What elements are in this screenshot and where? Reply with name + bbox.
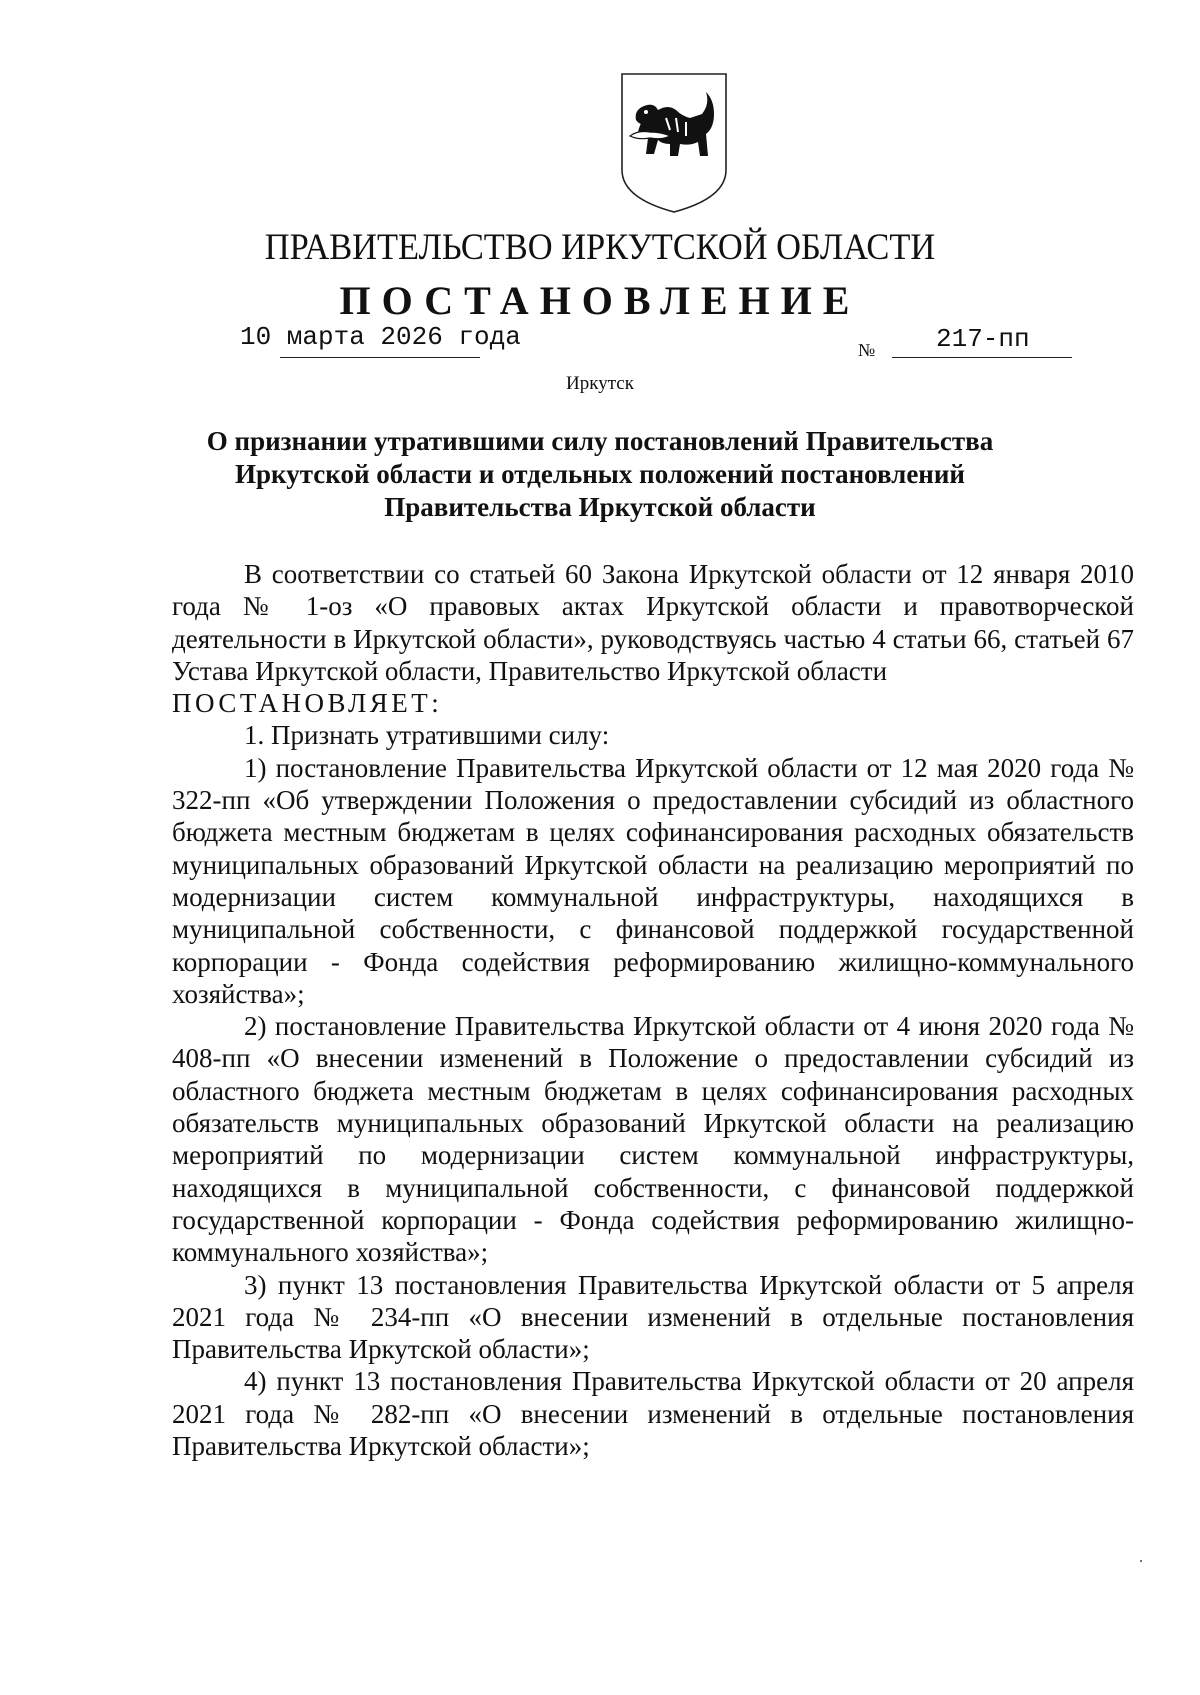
number-underline xyxy=(892,357,1072,358)
government-title: ПРАВИТЕЛЬСТВО ИРКУТСКОЙ ОБЛАСТИ xyxy=(264,227,936,268)
preamble-paragraph: В соответствии со статьей 60 Закона Иркутской области от 12 января 2010 года № 1-оз «О правовых актах Иркутской области и правотворческой деятельности в Иркутской области», руководствуясь частью 4 статьи 66, статьей 67 Устава Иркутской области, Правительство Иркутской области xyxy=(172,559,1134,686)
number-sign: № xyxy=(858,340,876,360)
document-date: 10 марта 2026 года xyxy=(240,322,521,352)
heading-line: Правительства Иркутской области xyxy=(384,492,816,522)
document-number: 217-пп xyxy=(936,324,1030,354)
city: Иркутск xyxy=(566,373,634,394)
document-type: ПОСТАНОВЛЕНИЕ xyxy=(339,278,861,323)
irkutsk-coat-of-arms-icon xyxy=(618,70,730,215)
document-heading xyxy=(200,425,1000,524)
item-1-paragraph: 1. Признать утратившими силу: xyxy=(244,720,610,751)
heading-line: Иркутской области и отдельных положений постановлений xyxy=(235,459,965,489)
subitem-paragraph: 4) пункт 13 постановления Правительства Иркутской области от 20 апреля 2021 года № 282-пп «О внесении изменений в отдельные постановления Правительства Иркутской области»; xyxy=(172,1366,1134,1462)
subitem-paragraph: 1) постановление Правительства Иркутской области от 12 мая 2020 года № 322-пп «Об утверждении Положения о предоставлении субсидий из областного бюджета местным бюджетам в целях софинансирования расходных обязательств муниципальных образований Иркутской области на реализацию мероприятий по модернизации систем коммунальной инфраструктуры, находящихся в муниципальной собственности, с финансовой поддержкой государственной корпорации - Фонда содействия реформированию жилищно-коммунального хозяйства»; xyxy=(172,752,1134,1009)
heading-line: О признании утратившими силу постановлений Правительства xyxy=(206,426,994,456)
document-body xyxy=(172,558,1134,1462)
scan-speck xyxy=(1140,1560,1142,1562)
resolves-heading: ПОСТАНОВЛЯЕТ: xyxy=(172,688,443,719)
subitem-paragraph: 2) постановление Правительства Иркутской области от 4 июня 2020 года № 408-пп «О внесении изменений в Положение о предоставлении субсидий из областного бюджета местным бюджетам в целях софинансирования расходных обязательств муниципальных образований Иркутской области на реализацию мероприятий по модернизации систем коммунальной инфраструктуры, находящихся в муниципальной собственности, с финансовой поддержкой государственной корпорации - Фонда содействия реформированию жилищно-коммунального хозяйства»; xyxy=(172,1011,1134,1268)
date-underline xyxy=(280,357,480,358)
subitem-paragraph: 3) пункт 13 постановления Правительства Иркутской области от 5 апреля 2021 года № 234-пп «О внесении изменений в отдельные постановления Правительства Иркутской области»; xyxy=(172,1269,1134,1365)
